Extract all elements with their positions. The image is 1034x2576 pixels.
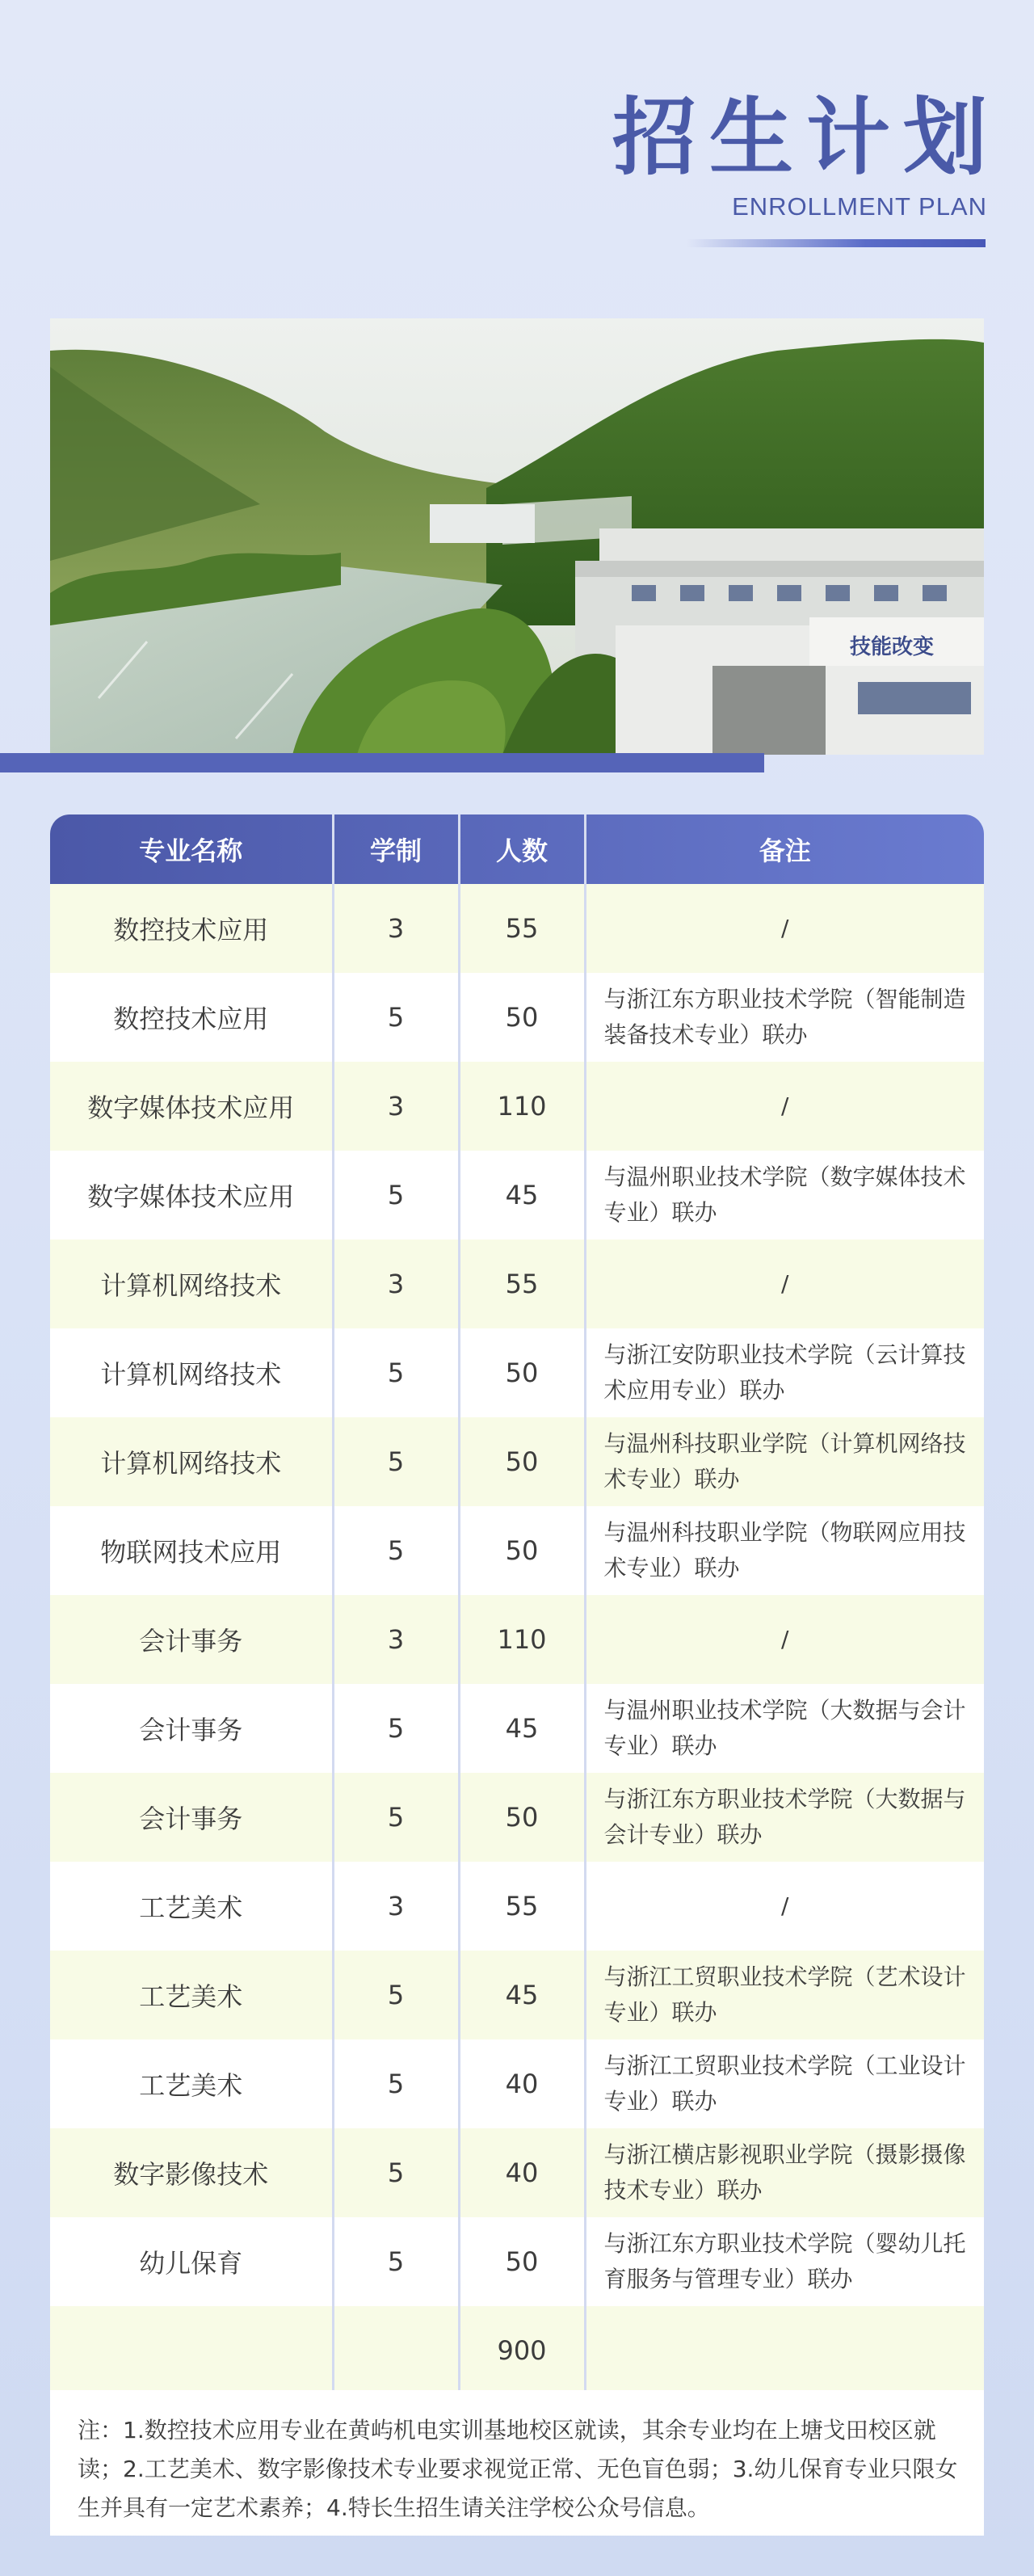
cell-years: 5 (333, 1151, 459, 1240)
total-years (333, 2306, 459, 2395)
table-row (50, 2217, 984, 2306)
table-row (50, 2128, 984, 2217)
cell-count: 55 (459, 1240, 585, 1328)
table-row (50, 1773, 984, 1862)
table-row (50, 1151, 984, 1240)
cell-years: 3 (333, 1062, 459, 1151)
cell-count: 50 (459, 1773, 585, 1862)
cell-note: 与浙江东方职业技术学院（智能制造装备技术专业）联办 (603, 986, 966, 1048)
header-note: 备注 (759, 836, 811, 866)
photo-accent-bar (0, 753, 764, 772)
cell-years: 5 (333, 1684, 459, 1773)
table-row (50, 1506, 984, 1595)
page-subtitle: ENROLLMENT PLAN (732, 192, 987, 221)
enrollment-table-card (50, 814, 984, 2536)
cell-count: 50 (459, 2217, 585, 2306)
table-row (50, 1417, 984, 1506)
table-row (50, 1328, 984, 1417)
cell-major: 会计事务 (50, 1595, 333, 1684)
campus-photo-illustration (50, 318, 984, 755)
cell-major: 工艺美术 (50, 1951, 333, 2039)
cell-count: 40 (459, 2039, 585, 2128)
cell-count: 45 (459, 1151, 585, 1240)
cell-major: 数控技术应用 (50, 884, 333, 973)
cell-note: 与浙江工贸职业技术学院（工业设计专业）联办 (603, 2052, 966, 2115)
cell-count: 110 (459, 1062, 585, 1151)
cell-note: 与温州职业技术学院（数字媒体技术专业）联办 (603, 1164, 966, 1226)
cell-count: 50 (459, 973, 585, 1062)
cell-note: 与温州职业技术学院（大数据与会计专业）联办 (603, 1697, 966, 1759)
cell-note: 与浙江安防职业技术学院（云计算技术应用专业）联办 (603, 1341, 966, 1404)
table-header-row (50, 814, 984, 884)
cell-note: 与温州科技职业学院（计算机网络技术专业）联办 (603, 1430, 966, 1492)
cell-note: 与温州科技职业学院（物联网应用技术专业）联办 (603, 1519, 966, 1581)
cell-years: 5 (333, 1328, 459, 1417)
campus-photo (50, 318, 984, 755)
cell-count: 50 (459, 1417, 585, 1506)
cell-major: 工艺美术 (50, 2039, 333, 2128)
cell-note: / (781, 1892, 789, 1919)
building-sign: 技能改变 (850, 635, 935, 659)
cell-count: 50 (459, 1328, 585, 1417)
cell-note: / (781, 1092, 789, 1119)
cell-note: / (781, 1626, 789, 1652)
cell-major: 计算机网络技术 (50, 1328, 333, 1417)
table-row (50, 884, 984, 973)
cell-note: 与浙江工贸职业技术学院（艺术设计专业）联办 (603, 1964, 966, 2026)
cell-major: 数字媒体技术应用 (50, 1062, 333, 1151)
cell-years: 5 (333, 1417, 459, 1506)
enrollment-table (50, 814, 984, 2395)
cell-years: 5 (333, 1506, 459, 1595)
table-row (50, 973, 984, 1062)
cell-years: 3 (333, 1862, 459, 1951)
cell-major: 数字媒体技术应用 (50, 1151, 333, 1240)
total-count: 900 (459, 2306, 585, 2395)
cell-note: 与浙江东方职业技术学院（大数据与会计专业）联办 (603, 1786, 966, 1848)
cell-major: 会计事务 (50, 1684, 333, 1773)
table-row (50, 1062, 984, 1151)
cell-major: 数字影像技术 (50, 2128, 333, 2217)
cell-major: 工艺美术 (50, 1862, 333, 1951)
table-row (50, 1951, 984, 2039)
header-count: 人数 (459, 814, 585, 884)
title-underline (687, 239, 986, 247)
total-note (585, 2306, 984, 2395)
cell-note: 与浙江东方职业技术学院（婴幼儿托育服务与管理专业）联办 (603, 2230, 966, 2292)
cell-years: 5 (333, 2039, 459, 2128)
cell-major: 数控技术应用 (50, 973, 333, 1062)
cell-count: 45 (459, 1951, 585, 2039)
table-row (50, 1595, 984, 1684)
cell-years: 5 (333, 973, 459, 1062)
cell-years: 5 (333, 2128, 459, 2217)
cell-years: 5 (333, 1951, 459, 2039)
cell-years: 3 (333, 1240, 459, 1328)
header-years: 学制 (333, 814, 459, 884)
cell-years: 3 (333, 884, 459, 973)
header-major: 专业名称 (50, 814, 333, 884)
page-title: 招生计划 (612, 88, 1000, 187)
cell-count: 40 (459, 2128, 585, 2217)
cell-note: 与浙江横店影视职业学院（摄影摄像技术专业）联办 (603, 2141, 966, 2203)
cell-years: 3 (333, 1595, 459, 1684)
cell-count: 50 (459, 1506, 585, 1595)
cell-note: / (781, 1270, 789, 1297)
cell-count: 55 (459, 884, 585, 973)
cell-major: 会计事务 (50, 1773, 333, 1862)
table-total-row (50, 2306, 984, 2395)
table-row (50, 1684, 984, 1773)
total-major (50, 2306, 333, 2395)
footnote: 注：1.数控技术应用专业在黄屿机电实训基地校区就读，其余专业均在上塘戈田校区就读；2.工艺美术、数字影像技术专业要求视觉正常、无色盲色弱；3.幼儿保育专业只限女生并具有一定艺术素养；4.特长生招生请关注学校公众号信息。 (50, 2390, 984, 2536)
table-row (50, 1862, 984, 1951)
cell-years: 5 (333, 1773, 459, 1862)
cell-count: 110 (459, 1595, 585, 1684)
cell-major: 计算机网络技术 (50, 1417, 333, 1506)
cell-count: 55 (459, 1862, 585, 1951)
cell-major: 物联网技术应用 (50, 1506, 333, 1595)
page-header (612, 88, 1000, 221)
cell-count: 45 (459, 1684, 585, 1773)
cell-major: 计算机网络技术 (50, 1240, 333, 1328)
table-row (50, 1240, 984, 1328)
cell-note: / (781, 915, 789, 941)
cell-years: 5 (333, 2217, 459, 2306)
cell-major: 幼儿保育 (50, 2217, 333, 2306)
table-row (50, 2039, 984, 2128)
